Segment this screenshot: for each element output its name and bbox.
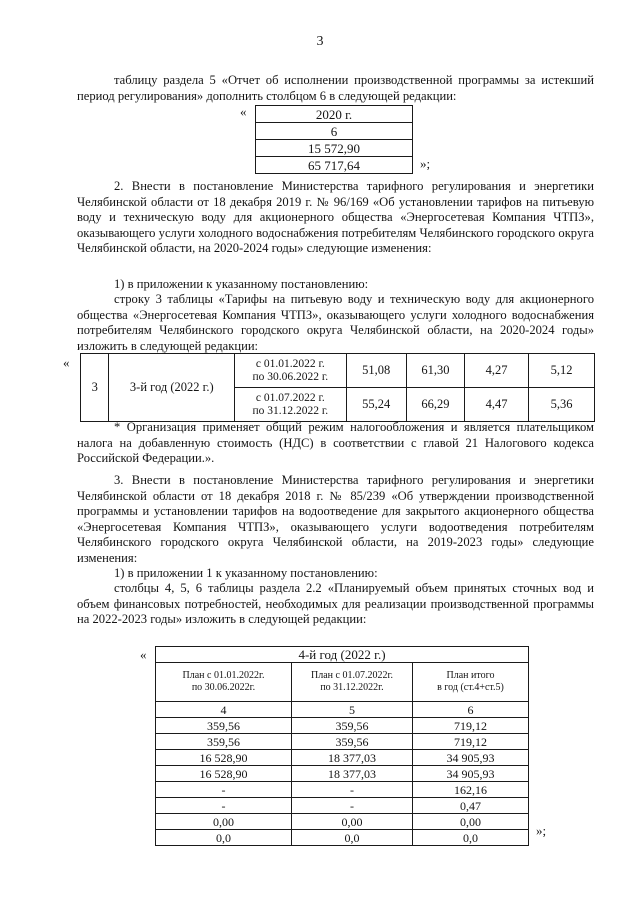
column-number: 4 — [156, 702, 292, 718]
tariff-value-cell: 51,08 — [346, 354, 406, 388]
table-row — [256, 123, 413, 140]
tariff-value-cell: 55,24 — [346, 388, 406, 422]
tariff-value-cell: 61,30 — [406, 354, 464, 388]
table3-quote-close: »; — [536, 823, 547, 838]
paragraph-table5-intro: таблицу раздела 5 «Отчет об исполнении производственной программы за истекший период регулирования» дополнить столбцом 6 в следующей редакции: — [77, 73, 594, 103]
column-header — [292, 663, 413, 702]
tariff-value-cell: 66,29 — [406, 388, 464, 422]
table-title-cell: 4-й год (2022 г.) — [156, 647, 529, 663]
header-line: План с 01.07.2022г. — [311, 670, 393, 681]
table3-quote-open: « — [140, 647, 147, 662]
table-cell: 0,0 — [292, 830, 413, 846]
column-number: 5 — [292, 702, 413, 718]
table-cell: 18 377,03 — [292, 750, 413, 766]
period-end: по 30.06.2022 г. — [252, 370, 329, 383]
paragraph-columns-instruction: столбцы 4, 5, 6 таблицы раздела 2.2 «Планируемый объем принятых сточных вод и объем финансовых потребностей, необходимых для реализации производственной программы на 2022-2023 годы» изложить в следующей редакции: — [77, 581, 594, 626]
paragraph-row3-instruction: строку 3 таблицы «Тарифы на питьевую воду и техническую воду для акционерного общества «Энергосетевая Компания ЧТПЗ», оказывающего услуги холодного водоснабжения потребителям Челябинского городского округа Челябинской области, на 2020-2024 годы» изложить в следующей редакции: — [77, 292, 594, 353]
table-cell: 359,56 — [292, 734, 413, 750]
report-column-table — [255, 105, 413, 174]
table-cell: - — [156, 782, 292, 798]
table-row — [256, 106, 413, 123]
table-cell: 0,0 — [413, 830, 529, 846]
table-cell: 0,00 — [156, 814, 292, 830]
table-header-row — [156, 663, 529, 702]
table-cell: 2020 г. — [256, 106, 413, 123]
period-end: по 31.12.2022 г. — [252, 404, 329, 417]
table-row — [156, 798, 529, 814]
wastewater-plan-table — [155, 646, 529, 846]
table-cell: 34 905,93 — [413, 766, 529, 782]
year-cell: 3-й год (2022 г.) — [109, 354, 235, 422]
table-cell: 16 528,90 — [156, 766, 292, 782]
table-row — [156, 750, 529, 766]
table-cell: 359,56 — [156, 734, 292, 750]
table-cell: 0,47 — [413, 798, 529, 814]
table-cell: 359,56 — [156, 718, 292, 734]
table-cell: - — [292, 798, 413, 814]
table-row — [156, 718, 529, 734]
table-cell: 65 717,64 — [256, 157, 413, 174]
table-row — [156, 734, 529, 750]
table-cell: 34 905,93 — [413, 750, 529, 766]
table-row — [156, 647, 529, 663]
table-cell: 0,00 — [413, 814, 529, 830]
column-header — [156, 663, 292, 702]
table-row — [156, 814, 529, 830]
tariff-value-cell: 4,47 — [465, 388, 529, 422]
header-line: в год (ст.4+ст.5) — [437, 682, 504, 693]
table-cell: 18 377,03 — [292, 766, 413, 782]
period-start: с 01.01.2022 г. — [255, 357, 325, 370]
paragraph-amendment-2: 2. Внести в постановление Министерства тарифного регулирования и энергетики Челябинской области от 18 декабря 2019 г. № 96/169 «Об установлении тарифов на питьевую воду и техническую воду для акционерного общества «Энергосетевая Компания ЧТПЗ», оказывающего услуги холодного водоснабжения потребителям Челябинского городского округа Челябинской области, на 2020-2024 годы» следующие изменения: — [77, 179, 594, 255]
table-cell: 15 572,90 — [256, 140, 413, 157]
table-cell: 719,12 — [413, 718, 529, 734]
table-row — [81, 354, 595, 388]
header-line: План с 01.01.2022г. — [182, 670, 265, 681]
header-line: по 31.12.2022г. — [320, 682, 384, 693]
column-header — [413, 663, 529, 702]
table-row — [256, 157, 413, 174]
paragraph-3-item-1: 1) в приложении 1 к указанному постановлению: — [114, 566, 378, 580]
page-number: 3 — [316, 34, 324, 49]
table-cell: 162,16 — [413, 782, 529, 798]
table-cell: 6 — [256, 123, 413, 140]
header-line: по 30.06.2022г. — [191, 682, 256, 693]
paragraph-tax-note: * Организация применяет общий режим налогообложения и является плательщиком налога на добавленную стоимость (НДС) в соответствии с главой 21 Налогового кодекса Российской Федерации.». — [77, 420, 594, 465]
table-row — [156, 830, 529, 846]
table-cell: 16 528,90 — [156, 750, 292, 766]
table-cell: 719,12 — [413, 734, 529, 750]
column-number: 6 — [413, 702, 529, 718]
tariff-value-cell: 5,36 — [529, 388, 595, 422]
table-cell: 359,56 — [292, 718, 413, 734]
tariff-table — [80, 353, 595, 422]
table2-quote-open: « — [63, 355, 70, 370]
period-cell — [235, 388, 347, 422]
period-cell — [235, 354, 347, 388]
row-number-cell: 3 — [81, 354, 109, 422]
paragraph-amendment-3: 3. Внести в постановление Министерства тарифного регулирования и энергетики Челябинской области от 18 декабря 2018 г. № 85/239 «Об утверждении производственной программы и установлении тарифов на водоотведение для закрытого акционерного общества «Энергосетевая Компания ЧТПЗ», оказывающего услуги водоотведения потребителям Челябинского городского округа Челябинской области, на 2019-2023 годы» следующие изменения: — [77, 473, 594, 565]
table-row — [156, 766, 529, 782]
table-cell: 0,00 — [292, 814, 413, 830]
header-line: План итого — [446, 670, 495, 681]
column-number-row — [156, 702, 529, 718]
table1-quote-open: « — [240, 104, 247, 119]
tariff-value-cell: 5,12 — [529, 354, 595, 388]
period-start: с 01.07.2022 г. — [255, 391, 325, 404]
tariff-value-cell: 4,27 — [465, 354, 529, 388]
table-row — [256, 140, 413, 157]
table-cell: - — [156, 798, 292, 814]
table-row — [156, 782, 529, 798]
table-cell: 0,0 — [156, 830, 292, 846]
paragraph-2-item-1: 1) в приложении к указанному постановлению: — [114, 277, 369, 291]
table1-quote-close: »; — [420, 156, 431, 171]
table-cell: - — [292, 782, 413, 798]
